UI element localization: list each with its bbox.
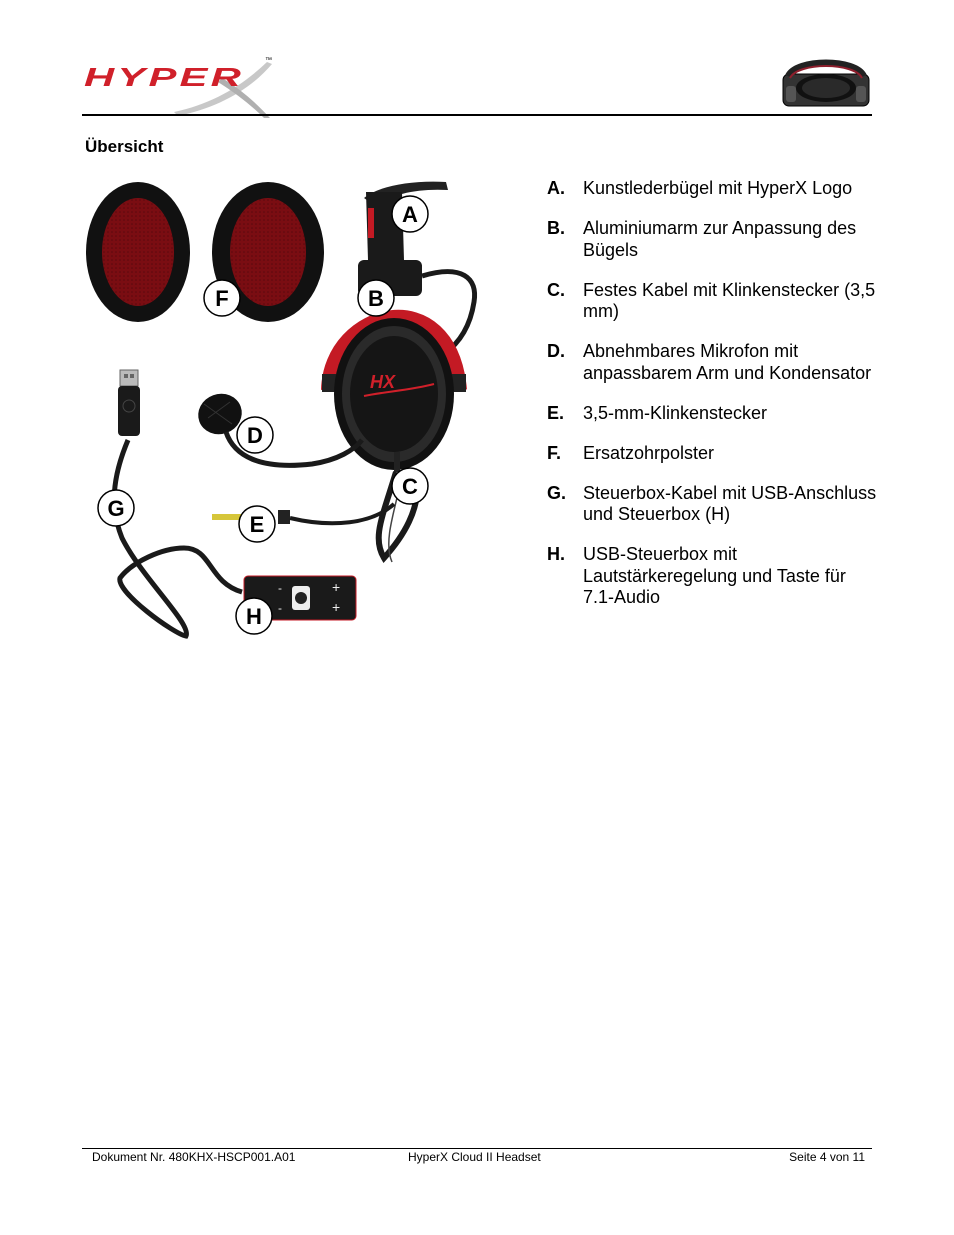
legend-item-a: A. Kunstlederbügel mit HyperX Logo: [547, 178, 853, 198]
legend-item-b: B. Aluminiumarm zur Anpassung des Bügels: [547, 218, 857, 260]
footer-divider: [82, 1148, 872, 1149]
legend-item-e: E. 3,5-mm-Klinkenstecker: [547, 402, 768, 423]
trademark-symbol: ™: [265, 57, 272, 64]
legend-item-c: C. Festes Kabel mit Klinkenstecker (3,5 mm): [547, 279, 876, 321]
svg-text:-: -: [278, 581, 282, 595]
svg-text:+: +: [332, 599, 341, 615]
legend-item-d: D. Abnehmbares Mikrofon mit anpassbarem Arm und Kondensator: [547, 341, 872, 383]
callout-a: [392, 196, 428, 232]
callout-e: [239, 506, 275, 542]
hyperx-logo: [82, 56, 282, 120]
legend-item-g: G. Steuerbox-Kabel mit USB-Anschluss und Steuerbox (H): [547, 482, 877, 524]
legend-item-f: F. Ersatzohrpolster: [547, 442, 715, 463]
footer-document-number: Dokument Nr. 480KHX-HSCP001.A01: [92, 1150, 296, 1164]
svg-text:+: +: [332, 579, 341, 595]
footer-product-name: HyperX Cloud II Headset: [408, 1150, 541, 1164]
svg-text:HX: HX: [370, 372, 396, 392]
svg-text:-: -: [278, 601, 282, 615]
callout-d: [237, 417, 273, 453]
headset-overview-illustration: [82, 178, 482, 648]
svg-text:G: G: [107, 496, 125, 521]
callout-b: [358, 280, 394, 316]
brand-wordmark: HYPER: [84, 62, 244, 92]
svg-text:B: B: [368, 286, 384, 311]
footer-page-number: Seite 4 von 11: [789, 1150, 865, 1164]
callout-h: [236, 598, 272, 634]
callout-c: [392, 468, 428, 504]
section-title: Übersicht: [85, 137, 164, 156]
svg-text:F: F: [215, 286, 229, 311]
svg-text:C: C: [402, 474, 418, 499]
header-divider: [82, 114, 872, 116]
svg-text:H: H: [246, 604, 262, 629]
headset-thumbnail-icon: [782, 56, 870, 112]
legend-item-h: H. USB-Steuerbox mit Lautstärkeregelung und Taste für 7.1-Audio: [547, 544, 846, 607]
callout-f: [204, 280, 240, 316]
ear-cup: [322, 317, 466, 470]
svg-text:D: D: [247, 423, 263, 448]
page-header: [82, 50, 872, 116]
svg-text:E: E: [249, 512, 265, 537]
svg-text:A: A: [402, 202, 418, 227]
component-legend: [547, 178, 877, 627]
callout-g: [98, 490, 134, 526]
